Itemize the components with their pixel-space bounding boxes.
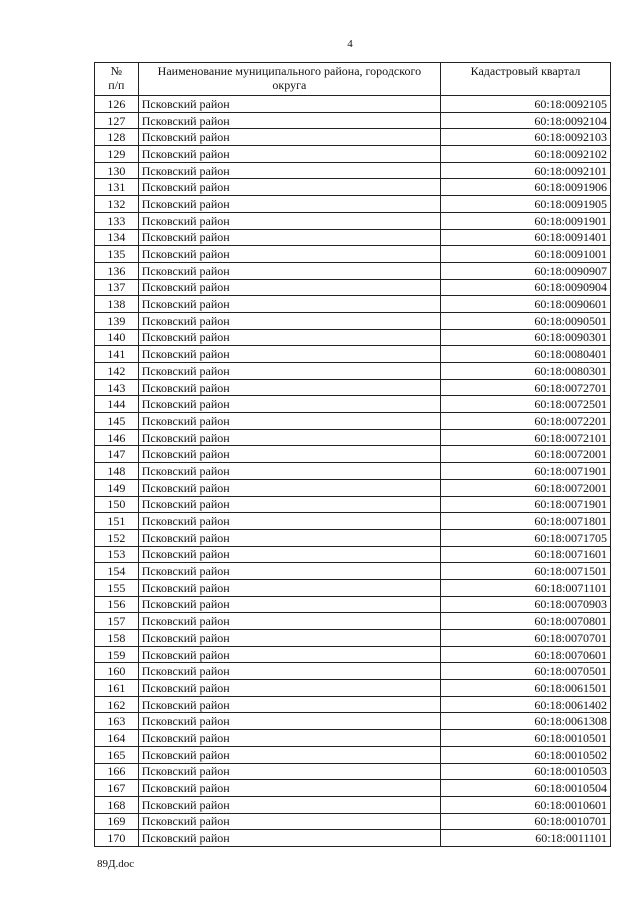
header-cadastral-label: Кадастровый квартал bbox=[470, 64, 581, 78]
table-row bbox=[95, 329, 611, 346]
row-number: 141 bbox=[95, 346, 139, 363]
table-row bbox=[95, 413, 611, 430]
row-cadastral-quarter: 60:18:0071901 bbox=[441, 496, 611, 513]
row-cadastral-quarter: 60:18:0092101 bbox=[441, 162, 611, 179]
row-number: 154 bbox=[95, 563, 139, 580]
row-number: 151 bbox=[95, 513, 139, 530]
row-district-name: Псковский район bbox=[138, 496, 440, 513]
row-number: 135 bbox=[95, 246, 139, 263]
row-district-name: Псковский район bbox=[138, 262, 440, 279]
row-cadastral-quarter: 60:18:0010601 bbox=[441, 796, 611, 813]
row-cadastral-quarter: 60:18:0090301 bbox=[441, 329, 611, 346]
row-cadastral-quarter: 60:18:0072201 bbox=[441, 413, 611, 430]
row-number: 139 bbox=[95, 312, 139, 329]
row-district-name: Псковский район bbox=[138, 129, 440, 146]
row-cadastral-quarter: 60:18:0010701 bbox=[441, 813, 611, 830]
row-district-name: Псковский район bbox=[138, 379, 440, 396]
row-cadastral-quarter: 60:18:0072001 bbox=[441, 446, 611, 463]
row-cadastral-quarter: 60:18:0061308 bbox=[441, 713, 611, 730]
header-name-label: Наименование муниципального района, городского округа bbox=[157, 64, 422, 92]
row-number: 164 bbox=[95, 730, 139, 747]
row-number: 128 bbox=[95, 129, 139, 146]
table-row bbox=[95, 763, 611, 780]
row-district-name: Псковский район bbox=[138, 513, 440, 530]
table-row bbox=[95, 212, 611, 229]
row-district-name: Псковский район bbox=[138, 646, 440, 663]
row-number: 143 bbox=[95, 379, 139, 396]
row-district-name: Псковский район bbox=[138, 563, 440, 580]
row-district-name: Псковский район bbox=[138, 279, 440, 296]
row-cadastral-quarter: 60:18:0070801 bbox=[441, 613, 611, 630]
row-number: 138 bbox=[95, 296, 139, 313]
table-row bbox=[95, 146, 611, 163]
table-row bbox=[95, 663, 611, 680]
row-number: 162 bbox=[95, 696, 139, 713]
row-district-name: Псковский район bbox=[138, 212, 440, 229]
row-cadastral-quarter: 60:18:0071501 bbox=[441, 563, 611, 580]
row-district-name: Псковский район bbox=[138, 246, 440, 263]
row-number: 160 bbox=[95, 663, 139, 680]
row-district-name: Псковский район bbox=[138, 162, 440, 179]
table-row bbox=[95, 479, 611, 496]
row-number: 167 bbox=[95, 780, 139, 797]
row-number: 145 bbox=[95, 413, 139, 430]
row-cadastral-quarter: 60:18:0010501 bbox=[441, 730, 611, 747]
row-district-name: Псковский район bbox=[138, 730, 440, 747]
header-name bbox=[138, 63, 440, 96]
table-row bbox=[95, 830, 611, 847]
row-cadastral-quarter: 60:18:0071705 bbox=[441, 529, 611, 546]
row-district-name: Псковский район bbox=[138, 663, 440, 680]
table-row bbox=[95, 613, 611, 630]
table-row bbox=[95, 680, 611, 697]
footer-filename: 89Д.doc bbox=[97, 858, 135, 870]
row-cadastral-quarter: 60:18:0070701 bbox=[441, 630, 611, 647]
row-cadastral-quarter: 60:18:0072701 bbox=[441, 379, 611, 396]
row-district-name: Псковский район bbox=[138, 546, 440, 563]
table-row bbox=[95, 363, 611, 380]
row-number: 150 bbox=[95, 496, 139, 513]
row-district-name: Псковский район bbox=[138, 479, 440, 496]
row-cadastral-quarter: 60:18:0092102 bbox=[441, 146, 611, 163]
table-row bbox=[95, 296, 611, 313]
row-number: 156 bbox=[95, 596, 139, 613]
row-cadastral-quarter: 60:18:0071801 bbox=[441, 513, 611, 530]
row-number: 155 bbox=[95, 579, 139, 596]
row-district-name: Псковский район bbox=[138, 830, 440, 847]
row-district-name: Псковский район bbox=[138, 346, 440, 363]
row-number: 159 bbox=[95, 646, 139, 663]
table-row bbox=[95, 379, 611, 396]
table-row bbox=[95, 630, 611, 647]
row-district-name: Псковский район bbox=[138, 413, 440, 430]
row-cadastral-quarter: 60:18:0080401 bbox=[441, 346, 611, 363]
table-row bbox=[95, 429, 611, 446]
row-number: 142 bbox=[95, 363, 139, 380]
row-district-name: Псковский район bbox=[138, 329, 440, 346]
table-row bbox=[95, 279, 611, 296]
table-row bbox=[95, 396, 611, 413]
row-cadastral-quarter: 60:18:0090904 bbox=[441, 279, 611, 296]
table-row bbox=[95, 346, 611, 363]
row-district-name: Псковский район bbox=[138, 429, 440, 446]
table-row bbox=[95, 96, 611, 113]
row-cadastral-quarter: 60:18:0090907 bbox=[441, 262, 611, 279]
row-number: 170 bbox=[95, 830, 139, 847]
row-number: 146 bbox=[95, 429, 139, 446]
row-number: 136 bbox=[95, 262, 139, 279]
row-number: 169 bbox=[95, 813, 139, 830]
row-cadastral-quarter: 60:18:0061501 bbox=[441, 680, 611, 697]
row-cadastral-quarter: 60:18:0071101 bbox=[441, 579, 611, 596]
table-row bbox=[95, 563, 611, 580]
table-row bbox=[95, 596, 611, 613]
row-number: 130 bbox=[95, 162, 139, 179]
row-number: 152 bbox=[95, 529, 139, 546]
row-district-name: Псковский район bbox=[138, 813, 440, 830]
row-cadastral-quarter: 60:18:0010502 bbox=[441, 746, 611, 763]
row-cadastral-quarter: 60:18:0090601 bbox=[441, 296, 611, 313]
table-header-row bbox=[95, 63, 611, 96]
row-number: 149 bbox=[95, 479, 139, 496]
row-number: 165 bbox=[95, 746, 139, 763]
row-cadastral-quarter: 60:18:0092105 bbox=[441, 96, 611, 113]
row-cadastral-quarter: 60:18:0072501 bbox=[441, 396, 611, 413]
table-row bbox=[95, 696, 611, 713]
row-number: 168 bbox=[95, 796, 139, 813]
row-district-name: Псковский район bbox=[138, 529, 440, 546]
table-row bbox=[95, 162, 611, 179]
row-district-name: Псковский район bbox=[138, 696, 440, 713]
row-number: 161 bbox=[95, 680, 139, 697]
table-row bbox=[95, 463, 611, 480]
row-cadastral-quarter: 60:18:0091901 bbox=[441, 212, 611, 229]
table-row bbox=[95, 262, 611, 279]
row-district-name: Псковский район bbox=[138, 763, 440, 780]
row-cadastral-quarter: 60:18:0091401 bbox=[441, 229, 611, 246]
row-cadastral-quarter: 60:18:0072001 bbox=[441, 479, 611, 496]
row-number: 147 bbox=[95, 446, 139, 463]
row-cadastral-quarter: 60:18:0091905 bbox=[441, 196, 611, 213]
row-district-name: Псковский район bbox=[138, 630, 440, 647]
row-number: 126 bbox=[95, 96, 139, 113]
row-district-name: Псковский район bbox=[138, 229, 440, 246]
row-number: 158 bbox=[95, 630, 139, 647]
row-cadastral-quarter: 60:18:0010504 bbox=[441, 780, 611, 797]
row-number: 148 bbox=[95, 463, 139, 480]
row-cadastral-quarter: 60:18:0010503 bbox=[441, 763, 611, 780]
row-number: 140 bbox=[95, 329, 139, 346]
row-number: 134 bbox=[95, 229, 139, 246]
row-district-name: Псковский район bbox=[138, 112, 440, 129]
table-row bbox=[95, 496, 611, 513]
table-row bbox=[95, 796, 611, 813]
row-district-name: Псковский район bbox=[138, 296, 440, 313]
table-row bbox=[95, 813, 611, 830]
table-row bbox=[95, 246, 611, 263]
row-number: 166 bbox=[95, 763, 139, 780]
row-number: 132 bbox=[95, 196, 139, 213]
row-district-name: Псковский район bbox=[138, 680, 440, 697]
row-cadastral-quarter: 60:18:0092103 bbox=[441, 129, 611, 146]
row-number: 163 bbox=[95, 713, 139, 730]
row-district-name: Псковский район bbox=[138, 613, 440, 630]
row-cadastral-quarter: 60:18:0091906 bbox=[441, 179, 611, 196]
row-number: 157 bbox=[95, 613, 139, 630]
row-district-name: Псковский район bbox=[138, 179, 440, 196]
table-row bbox=[95, 312, 611, 329]
row-district-name: Псковский район bbox=[138, 746, 440, 763]
row-district-name: Псковский район bbox=[138, 713, 440, 730]
row-district-name: Псковский район bbox=[138, 446, 440, 463]
row-district-name: Псковский район bbox=[138, 579, 440, 596]
table-row bbox=[95, 546, 611, 563]
table-row bbox=[95, 780, 611, 797]
row-cadastral-quarter: 60:18:0070501 bbox=[441, 663, 611, 680]
row-district-name: Псковский район bbox=[138, 796, 440, 813]
table-row bbox=[95, 229, 611, 246]
table-row bbox=[95, 746, 611, 763]
row-cadastral-quarter: 60:18:0091001 bbox=[441, 246, 611, 263]
table-row bbox=[95, 129, 611, 146]
row-cadastral-quarter: 60:18:0072101 bbox=[441, 429, 611, 446]
row-cadastral-quarter: 60:18:0080301 bbox=[441, 363, 611, 380]
row-cadastral-quarter: 60:18:0070601 bbox=[441, 646, 611, 663]
row-district-name: Псковский район bbox=[138, 196, 440, 213]
row-cadastral-quarter: 60:18:0092104 bbox=[441, 112, 611, 129]
row-number: 131 bbox=[95, 179, 139, 196]
header-num-label: № п/п bbox=[108, 64, 125, 92]
row-number: 127 bbox=[95, 112, 139, 129]
row-district-name: Псковский район bbox=[138, 96, 440, 113]
row-cadastral-quarter: 60:18:0061402 bbox=[441, 696, 611, 713]
row-district-name: Псковский район bbox=[138, 312, 440, 329]
row-number: 137 bbox=[95, 279, 139, 296]
row-number: 133 bbox=[95, 212, 139, 229]
table-row bbox=[95, 713, 611, 730]
row-district-name: Псковский район bbox=[138, 596, 440, 613]
page-number: 4 bbox=[347, 38, 353, 50]
row-district-name: Псковский район bbox=[138, 146, 440, 163]
row-number: 129 bbox=[95, 146, 139, 163]
row-number: 153 bbox=[95, 546, 139, 563]
row-district-name: Псковский район bbox=[138, 463, 440, 480]
row-number: 144 bbox=[95, 396, 139, 413]
table-row bbox=[95, 529, 611, 546]
table-row bbox=[95, 196, 611, 213]
table-row bbox=[95, 112, 611, 129]
table-row bbox=[95, 646, 611, 663]
row-cadastral-quarter: 60:18:0071601 bbox=[441, 546, 611, 563]
table-row bbox=[95, 179, 611, 196]
row-district-name: Псковский район bbox=[138, 363, 440, 380]
row-cadastral-quarter: 60:18:0071901 bbox=[441, 463, 611, 480]
table-row bbox=[95, 513, 611, 530]
cadastral-table bbox=[94, 62, 611, 847]
row-cadastral-quarter: 60:18:0090501 bbox=[441, 312, 611, 329]
table-body bbox=[95, 96, 611, 847]
table-row bbox=[95, 579, 611, 596]
table-row bbox=[95, 446, 611, 463]
header-num bbox=[95, 63, 139, 96]
row-cadastral-quarter: 60:18:0011101 bbox=[441, 830, 611, 847]
table-row bbox=[95, 730, 611, 747]
row-cadastral-quarter: 60:18:0070903 bbox=[441, 596, 611, 613]
row-district-name: Псковский район bbox=[138, 780, 440, 797]
header-cadastral bbox=[441, 63, 611, 96]
row-district-name: Псковский район bbox=[138, 396, 440, 413]
